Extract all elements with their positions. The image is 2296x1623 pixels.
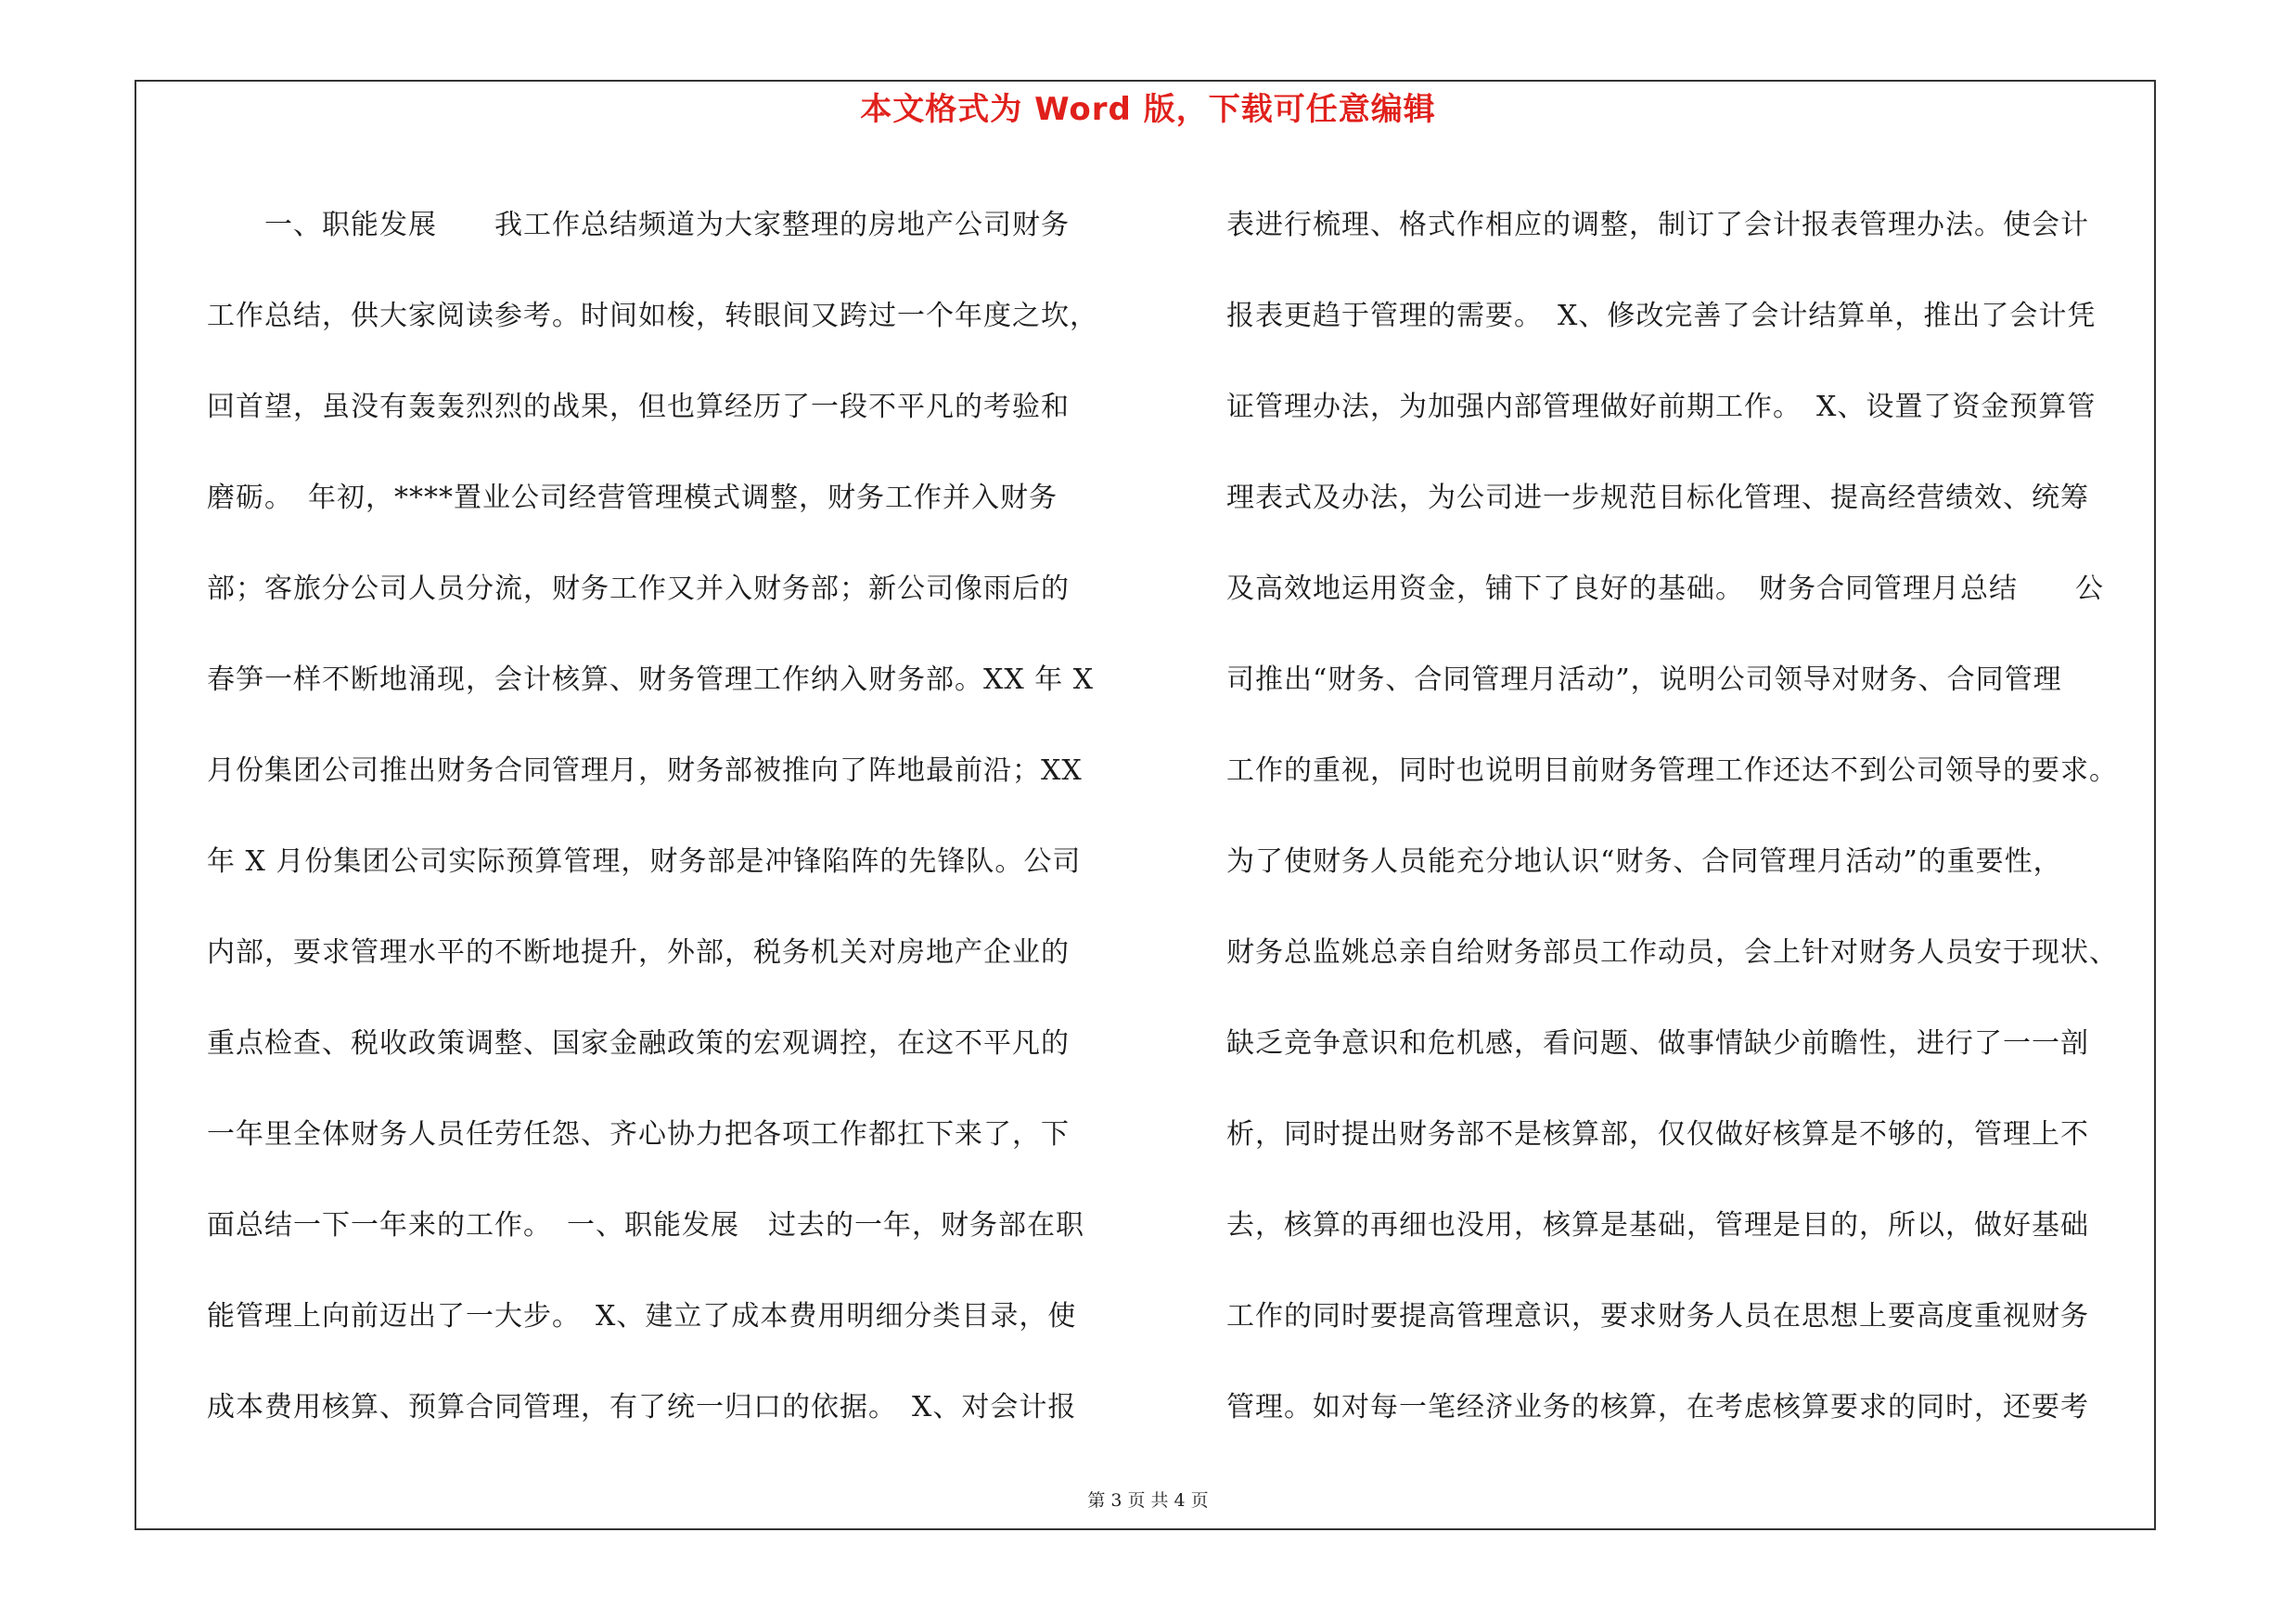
text-line: 年 X 月份集团公司实际预算管理，财务部是冲锋陷阵的先锋队。公司 xyxy=(207,845,1082,878)
text-line: 一、职能发展 我工作总结频道为大家整理的房地产公司财务 xyxy=(207,209,1070,241)
text-line: 工作总结，供大家阅读参考。时间如梭，转眼间又跨过一个年度之坎， xyxy=(207,300,1098,332)
text-line: 为了使财务人员能充分地认识“财务、合同管理月活动”的重要性， xyxy=(1226,845,2062,878)
left-text-column xyxy=(207,180,1125,1453)
page-number-footer: 第 3 页 共 4 页 xyxy=(1087,1490,1209,1511)
right-text-column xyxy=(1226,180,2163,1453)
text-line: 理表式及办法，为公司进一步规范目标化管理、提高经营绩效、统筹 xyxy=(1226,482,2089,514)
text-line: 司推出“财务、合同管理月活动”，说明公司领导对财务、合同管理 xyxy=(1226,663,2062,696)
text-line: 春笋一样不断地涌现，会计核算、财务管理工作纳入财务部。XX 年 X xyxy=(207,663,1095,696)
text-line: 一年里全体财务人员任劳任怨、齐心协力把各项工作都扛下来了，下 xyxy=(207,1118,1070,1151)
text-line: 重点检查、税收政策调整、国家金融政策的宏观调控，在这不平凡的 xyxy=(207,1027,1070,1060)
text-line: 去，核算的再细也没用，核算是基础，管理是目的，所以，做好基础 xyxy=(1226,1209,2089,1242)
text-line: 成本费用核算、预算合同管理，有了统一归口的依据。 X、对会计报 xyxy=(207,1391,1077,1423)
text-line: 缺乏竞争意识和危机感，看问题、做事情缺少前瞻性，进行了一一剖 xyxy=(1226,1027,2089,1060)
text-line: 部；客旅分公司人员分流，财务工作又并入财务部；新公司像雨后的 xyxy=(207,573,1070,605)
text-line: 工作的重视，同时也说明目前财务管理工作还达不到公司领导的要求。 xyxy=(1226,754,2118,787)
word-format-banner: 本文格式为 Word 版，下载可任意编辑 xyxy=(860,91,1436,128)
text-line: 财务总监姚总亲自给财务部员工作动员，会上针对财务人员安于现状、 xyxy=(1226,936,2118,969)
text-line: 月份集团公司推出财务合同管理月，财务部被推向了阵地最前沿；XX xyxy=(207,754,1083,787)
text-line: 报表更趋于管理的需要。 X、修改完善了会计结算单，推出了会计凭 xyxy=(1226,300,2097,332)
text-line: 管理。如对每一笔经济业务的核算，在考虑核算要求的同时，还要考 xyxy=(1226,1391,2089,1423)
text-line: 面总结一下一年来的工作。 一、职能发展 过去的一年，财务部在职 xyxy=(207,1209,1084,1242)
text-line: 析，同时提出财务部不是核算部，仅仅做好核算是不够的，管理上不 xyxy=(1226,1118,2089,1151)
text-line: 磨砺。 年初，****置业公司经营管理模式调整，财务工作并入财务 xyxy=(207,482,1058,514)
text-line: 回首望，虽没有轰轰烈烈的战果，但也算经历了一段不平凡的考验和 xyxy=(207,391,1070,423)
text-line: 及高效地运用资金，铺下了良好的基础。 财务合同管理月总结 公 xyxy=(1226,573,2104,605)
text-line: 证管理办法，为加强内部管理做好前期工作。 X、设置了资金预算管 xyxy=(1226,391,2097,423)
text-line: 能管理上向前迈出了一大步。 X、建立了成本费用明细分类目录，使 xyxy=(207,1300,1077,1333)
text-line: 表进行梳理、格式作相应的调整，制订了会计报表管理办法。使会计 xyxy=(1226,209,2089,241)
text-line: 工作的同时要提高管理意识，要求财务人员在思想上要高度重视财务 xyxy=(1226,1300,2089,1333)
text-line: 内部，要求管理水平的不断地提升，外部，税务机关对房地产企业的 xyxy=(207,936,1070,969)
